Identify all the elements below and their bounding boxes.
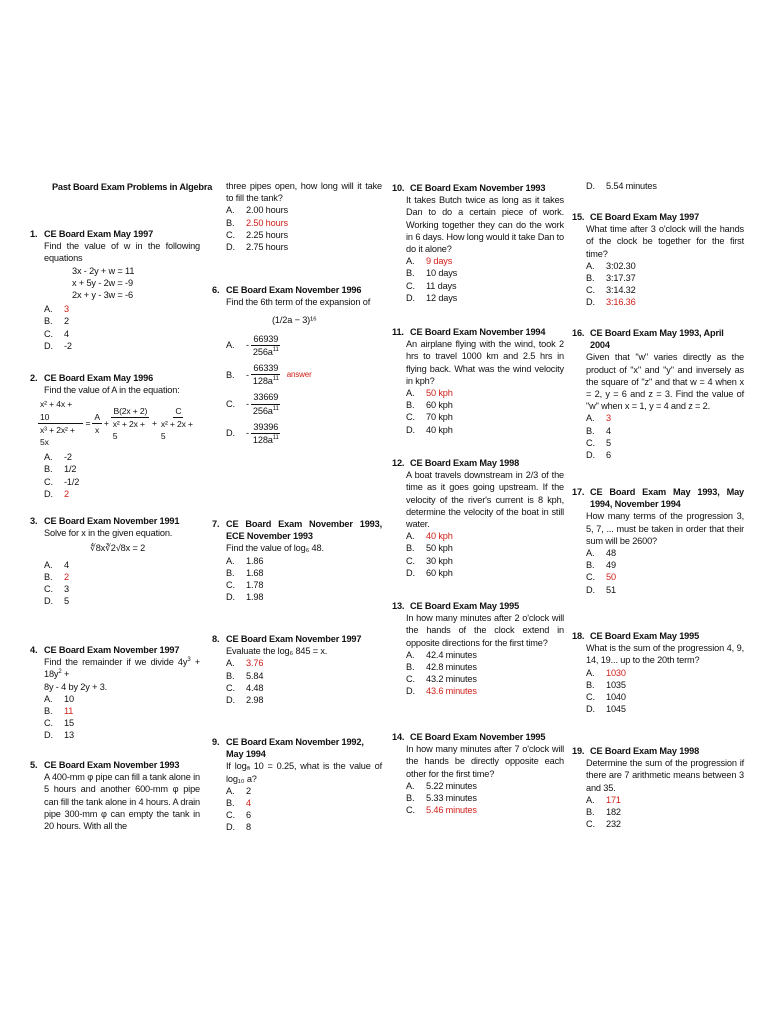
question-14: 14. CE Board Exam November 1995 In how many minutes after 7 o'clock will the hands be directly opposite each other for the first time? A. 5.22 minutes B. 5.33 minutes C. 5.46 minutes	[392, 732, 564, 816]
question-10: 10. CE Board Exam November 1993 It takes Butch twice as long as it takes Dan to do a certain piece of work. Working together they can do the work in 6 days. How long would it take Dan to do it alone? A. 9 days B. 10 days C. 11 days D. 12 days	[392, 183, 564, 303]
option-b: B. 4	[586, 425, 611, 436]
question-2: 2. CE Board Exam May 1996 Find the value of A in the equation: $\frac{\text{x² + 4x + 10}}{\text{x³ + 2x² + 5x}}$ = $\frac{A}{x}$ + $\frac{B(2x + 2)}{\text{x² + 2x + 5}}$ + $\frac{C}{\text{x² + 2x + 5}}$ A. -2 B. 1/2 C. -1/2 D. 2	[30, 372, 200, 500]
option-d: D. 1045	[586, 704, 626, 715]
option-c: C. 43.2 minutes	[406, 674, 477, 685]
question-text: A 400-mm φ pipe can fill a tank alone in 5 hours and another 600-mm φ pipe can fill the tank alone in 4 hours. A drain pipe 300-mm φ can empty the tank in 20 hours. With all the	[44, 772, 200, 832]
option-b: B. 182	[586, 807, 621, 818]
question-8: 8. CE Board Exam November 1997 Evaluate the log₆ 845 = x. A. 3.76 B. 5.84 C. 4.48 D. 2.98	[212, 633, 382, 706]
option-a: A. 3	[586, 413, 611, 424]
option-d: D. 2.75 hours	[226, 242, 288, 253]
question-text: Find the value of log₆ 48.	[226, 543, 324, 554]
question-source: CE Board Exam May 1997	[590, 212, 700, 222]
question-text: If logₐ 10 = 0.25, what is the value of log₁₀ a?	[226, 761, 382, 784]
question-source: CE Board Exam November 1997	[226, 634, 362, 644]
option-d: D. - $\frac{39396}{128a^{11}}$	[226, 421, 279, 446]
option-a: A. 5.22 minutes	[406, 780, 477, 791]
equation: ∜8x∛2√8x = 2	[90, 543, 146, 554]
question-7: 7. CE Board Exam November 1993, ECE November 1993 Find the value of log₆ 48. A. 1.86 B. 1.68 C. 1.78 D. 1.98	[212, 519, 382, 603]
option-a: A. -2	[44, 452, 72, 463]
option-b: B. 5.33 minutes	[406, 793, 477, 804]
option-b: B. 42.8 minutes	[406, 662, 477, 673]
question-text: What is the sum of the progression 4, 9, 14, 19... up to the 20th term?	[586, 643, 744, 666]
option-b: B. 1035	[586, 679, 626, 690]
option-c: C. 3	[44, 584, 69, 595]
question-18: 18. CE Board Exam May 1995 What is the sum of the progression 4, 9, 14, 19... up to the 20th term? A. 1030 B. 1035 C. 1040 D. 1045	[572, 631, 744, 715]
question-text: An airplane flying with the wind, took 2 hrs to travel 1000 km and 2.5 hrs in flying back. What was the wind velocity in kph?	[406, 339, 564, 386]
question-source: CE Board Exam November 1997	[44, 645, 180, 655]
equation-line: 2x + y - 3w = -6	[72, 290, 133, 301]
question-19: 19. CE Board Exam May 1998 Determine the sum of the progression if there are 7 arithmetic means between 3 and 35. A. 171 B. 182 C. 232	[572, 746, 744, 830]
question-source: CE Board Exam May 1997	[44, 229, 154, 239]
option-d: D. 51	[586, 584, 616, 595]
question-source: CE Board Exam November 1993, ECE November 1993	[226, 519, 382, 542]
option-d: D. 12 days	[406, 292, 458, 303]
question-11: 11. CE Board Exam November 1994 An airplane flying with the wind, took 2 hrs to travel 1000 km and 2.5 hrs in flying back. What was the wind velocity in kph? A. 50 kph B. 60 kph C. 70 kph D. 40 kph	[392, 327, 564, 435]
option-a: A. 3:02.30	[586, 260, 636, 271]
option-b: B. 1/2	[44, 464, 77, 475]
option-a: A. 9 days	[406, 256, 453, 267]
question-13: 13. CE Board Exam May 1995 In how many minutes after 2 o'clock will the hands of the clock extend in opposite directions for the first time? A. 42.4 minutes B. 42.8 minutes C. 43.2 minutes D. 43.6 minutes	[392, 601, 564, 697]
question-15: 15. CE Board Exam May 1997 What time after 3 o'clock will the hands of the clock be together for the first time? A. 3:02.30 B. 3:17.37 C. 3:14.32 D. 3:16.36	[572, 212, 744, 308]
equation: (1/2a − 3)¹⁶	[272, 315, 317, 326]
option-d: D. 43.6 minutes	[406, 686, 477, 697]
option-d: D. 6	[586, 450, 611, 461]
option-b: B. 1.68	[226, 567, 264, 578]
option-a: A. - $\frac{66939}{256a^{11}}$	[226, 333, 279, 357]
option-c: C. -1/2	[44, 476, 80, 487]
option-a: A. 48	[586, 548, 616, 559]
option-b: B. 4	[226, 798, 251, 809]
equation-line: 3x - 2y + w = 11	[72, 265, 135, 276]
option-d: D. 8	[226, 822, 251, 833]
question-text-cont: 8y - 4 by 2y + 3.	[44, 681, 108, 692]
question-source: CE Board Exam November 1991	[44, 516, 180, 526]
question-source: CE Board Exam November 1996	[226, 285, 362, 295]
option-c: C. 11 days	[406, 280, 457, 291]
option-c: C. 2.25 hours	[226, 229, 288, 240]
question-text: Determine the sum of the progression if there are 7 arithmetic means between 3 and 35.	[586, 758, 744, 793]
option-c: C. 5.46 minutes	[406, 805, 477, 816]
equation: $\frac{\text{x² + 4x + 10}}{\text{x³ + 2x² + 5x}}$ = $\frac{A}{x}$ + $\frac{B(2x + 2)}{\text{x² + 2x + 5}}$ + $\frac{C}{\text{x² + 2x + 5}}$	[40, 399, 193, 448]
option-c: C. 1040	[586, 692, 626, 703]
option-b: B. 3:17.37	[586, 273, 636, 284]
question-source: CE Board Exam May 1993, April 2004	[590, 328, 724, 351]
equation-line: x + 5y - 2w = -9	[72, 277, 133, 288]
option-b: B. 49	[586, 560, 616, 571]
option-c: C. 70 kph	[406, 412, 453, 423]
option-c: C. 5	[586, 437, 611, 448]
question-number: 1.	[30, 229, 38, 239]
option-a: A. 1030	[586, 667, 626, 678]
option-c: C. 1.78	[226, 580, 264, 591]
document-title: Past Board Exam Problems in Algebra	[52, 182, 213, 192]
option-a: A. 2.00 hours	[226, 205, 288, 216]
option-b: B. 11	[44, 706, 74, 717]
answer-note: answer	[286, 369, 312, 379]
option-c: C. 232	[586, 819, 621, 830]
question-source: CE Board Exam May 1993, May 1994, November 1994	[590, 487, 744, 510]
option-c: C. 50	[586, 572, 616, 583]
option-c: C. 4.48	[226, 682, 264, 693]
question-source: CE Board Exam May 1998	[410, 458, 520, 468]
question-text: In how many minutes after 2 o'clock will the hands of the clock extend in opposite directions for the first time?	[406, 613, 564, 648]
question-source: CE Board Exam November 1993	[44, 760, 180, 770]
question-text: In how many minutes after 7 o'clock will the hands be directly opposite each other for the first time?	[406, 744, 564, 779]
option-d: D. 3:16.36	[586, 297, 636, 308]
option-b: B. 10 days	[406, 268, 458, 279]
question-text: Solve for x in the given equation.	[44, 528, 173, 539]
question-text: It takes Butch twice as long as it takes Dan to do a certain piece of work. Working together they can do the work in 6 days. How long would it take Dan to do it alone?	[406, 195, 564, 255]
option-b: B. 2	[44, 571, 69, 582]
question-text: What time after 3 o'clock will the hands of the clock be together for the first time?	[586, 224, 744, 259]
option-a: A. 42.4 minutes	[406, 649, 477, 660]
question-source: CE Board Exam May 1998	[590, 746, 700, 756]
option-a: A. 40 kph	[406, 531, 453, 542]
question-text: Find the 6th term of the expansion of	[226, 297, 371, 308]
question-9: 9. CE Board Exam November 1992, May 1994 If logₐ 10 = 0.25, what is the value of log₁₀ a? A. 2 B. 4 C. 6 D. 8	[212, 737, 382, 833]
question-text: Find the remainder if we divide $4y^3 + 18y^2$ +	[44, 657, 200, 680]
option-d: D. 5.54 minutes	[586, 181, 657, 191]
option-b: B. 50 kph	[406, 543, 453, 554]
option-c: C. 4	[44, 328, 69, 339]
question-text: Find the value of A in the equation:	[44, 385, 180, 396]
option-c: C. 30 kph	[406, 555, 453, 566]
question-source: CE Board Exam May 1996	[44, 373, 154, 383]
option-b: B. 2	[44, 316, 69, 327]
question-16: 16. CE Board Exam May 1993, April 2004 Given that "w" varies directly as the product of "x" and "y" and inversely as the square of "z" and that w = 4 when x = 2, y = 6 and z = 3. Find the value of "w" when x = 1, y = 4 and z = 2. A. 3 B. 4 C. 5 D. 6	[572, 328, 744, 461]
question-text: Given that "w" varies directly as the product of "x" and "y" and inversely as the square of "z" and that w = 4 when x = 2, y = 6 and z = 3. Find the value of "w" when x = 1, y = 4 and z = 2.	[586, 352, 744, 412]
option-a: A. 171	[586, 794, 621, 805]
question-12: 12. CE Board Exam May 1998 A boat travels downstream in 2/3 of the time as it goes going upstream. If the velocity of the river's current is 8 kph, determine the velocity of the boat in still water. A. 40 kph B. 50 kph C. 30 kph D. 60 kph	[392, 458, 564, 578]
option-a: A. 2	[226, 785, 251, 796]
option-a: A. 4	[44, 559, 69, 570]
question-source: CE Board Exam May 1995	[410, 601, 520, 611]
question-text-cont: three pipes open, how long will it take to fill the tank?	[226, 181, 382, 204]
question-1	[30, 228, 200, 352]
question-source: CE Board Exam November 1993	[410, 183, 546, 193]
question-5: 5. CE Board Exam November 1993 A 400-mm φ pipe can fill a tank alone in 5 hours and another 600-mm φ pipe can fill the tank alone in 4 hours. A drain pipe 300-mm φ can empty the tank in 20 hours. With all the	[30, 760, 200, 832]
question-14-continued	[572, 180, 744, 192]
option-c: C. 6	[226, 810, 251, 821]
option-d: D. 40 kph	[406, 424, 453, 435]
question-source: CE Board Exam November 1995	[410, 732, 546, 742]
option-a: A. 1.86	[226, 555, 264, 566]
option-b: B. 5.84	[226, 670, 264, 681]
question-source: CE Board Exam November 1994	[410, 327, 546, 337]
question-source: CE Board Exam November 1992, May 1994	[226, 737, 364, 760]
option-d: D. 1.98	[226, 592, 264, 603]
option-b: B. 2.50 hours	[226, 217, 288, 228]
question-text: Evaluate the log₆ 845 = x.	[226, 646, 328, 657]
question-text: A boat travels downstream in 2/3 of the time as it goes going upstream. If the velocity of the river's current is 8 kph, determine the velocity of the boat in still water.	[406, 470, 564, 530]
option-c: C. - $\frac{33669}{256a^{11}}$	[226, 392, 279, 416]
option-a: A. 3.76	[226, 658, 264, 669]
option-b: B. - $\frac{66339}{128a^{11}}$ answer	[226, 363, 312, 387]
option-c: C. 15	[44, 718, 74, 729]
option-d: D. 5	[44, 596, 69, 607]
question-3: 3. CE Board Exam November 1991 Solve for x in the given equation. ∜8x∛2√8x = 2 A. 4 B. 2 C. 3 D. 5	[30, 515, 200, 607]
option-a: A. 10	[44, 693, 74, 704]
question-6: 6. CE Board Exam November 1996 Find the 6th term of the expansion of (1/2a − 3)¹⁶ A. - $\frac{66939}{256a^{11}}$ B. - $\frac{66339}{128a^{11}}$ answer C. - $\frac{33669}{256a^{11}}$ D. - $\frac{39396}{128a^{11}}$	[212, 284, 382, 446]
question-text: Find the value of w in the following equations	[44, 241, 200, 264]
option-a: A. 50 kph	[406, 388, 453, 399]
option-d: D. 60 kph	[406, 567, 453, 578]
question-text: How many terms of the progression 3, 5, 7, ... must be taken in order that their sum will be 2600?	[586, 511, 744, 546]
option-d: D. 2.98	[226, 695, 264, 706]
option-d: D. 2	[44, 488, 69, 499]
question-4: 4. CE Board Exam November 1997 Find the remainder if we divide $4y^3 + 18y^2$ + 8y - 4 by 2y + 3. A. 10 B. 11 C. 15 D. 13	[30, 645, 200, 741]
question-5-continued	[212, 180, 382, 253]
option-d: D. -2	[44, 340, 72, 351]
option-d: D. 13	[44, 730, 74, 741]
question-17: 17. CE Board Exam May 1993, May 1994, November 1994 How many terms of the progression 3, 5, 7, ... must be taken in order that their sum will be 2600? A. 48 B. 49 C. 50 D. 51	[572, 487, 744, 595]
option-c: C. 3:14.32	[586, 285, 636, 296]
option-b: B. 60 kph	[406, 400, 453, 411]
option-a: A. 3	[44, 304, 69, 315]
question-source: CE Board Exam May 1995	[590, 631, 700, 641]
